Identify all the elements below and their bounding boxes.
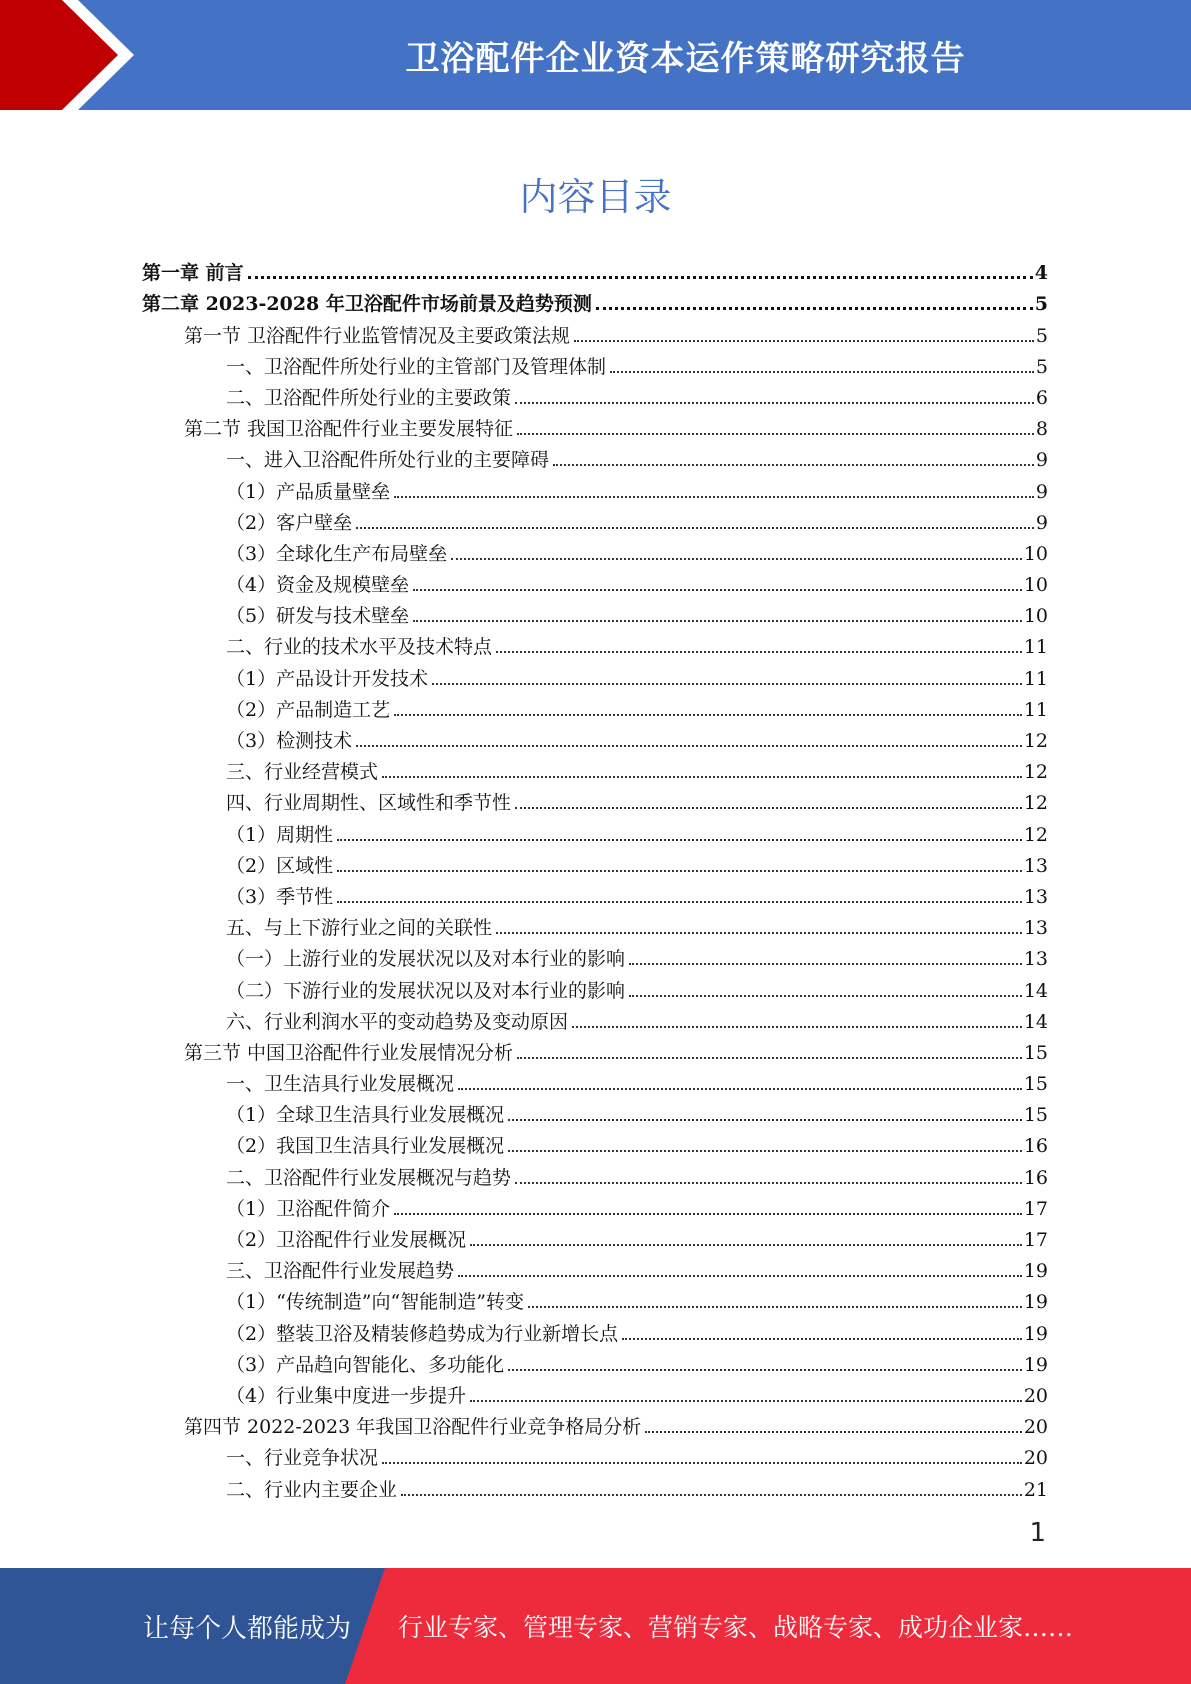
toc-dot-leader bbox=[356, 527, 1034, 529]
toc-dot-leader bbox=[629, 963, 1022, 965]
toc-entry[interactable] bbox=[142, 254, 1048, 285]
toc-dot-leader bbox=[337, 901, 1022, 903]
toc-dot-leader bbox=[394, 714, 1022, 716]
toc-dot-leader bbox=[515, 1182, 1022, 1184]
toc-entry[interactable] bbox=[142, 847, 1048, 878]
toc-entry-page: 13 bbox=[1023, 917, 1048, 940]
toc-entry-label: （一）上游行业的发展状况以及对本行业的影响 bbox=[226, 948, 626, 971]
toc-dot-leader bbox=[470, 1244, 1022, 1246]
toc-entry[interactable] bbox=[142, 379, 1048, 410]
toc-entry-page: 11 bbox=[1023, 667, 1048, 690]
toc-entry-label: （1）“传统制造”向“智能制造”转变 bbox=[226, 1291, 524, 1314]
toc-entry[interactable] bbox=[142, 1065, 1048, 1096]
toc-entry[interactable] bbox=[142, 316, 1048, 347]
toc-entry-label: （2）整装卫浴及精装修趋势成为行业新增长点 bbox=[226, 1322, 619, 1345]
toc-entry[interactable] bbox=[142, 1346, 1048, 1377]
toc-dot-leader bbox=[572, 1026, 1022, 1028]
toc-entry-label: （2）我国卫生洁具行业发展概况 bbox=[226, 1135, 505, 1158]
toc-entry[interactable] bbox=[142, 659, 1048, 690]
toc-dot-leader bbox=[382, 1462, 1022, 1464]
toc-entry-label: （3）检测技术 bbox=[226, 730, 353, 752]
toc-dot-leader bbox=[382, 776, 1022, 778]
toc-entry-page: 10 bbox=[1023, 542, 1048, 565]
toc-entry-page: 17 bbox=[1023, 1197, 1048, 1220]
toc-entry[interactable] bbox=[142, 1283, 1048, 1314]
toc-dot-leader bbox=[629, 995, 1022, 997]
toc-dot-leader bbox=[451, 558, 1022, 560]
toc-entry-label: （1）全球卫生洁具行业发展概况 bbox=[226, 1104, 505, 1127]
toc-entry-label: （3）全球化生产布局壁垒 bbox=[226, 542, 448, 565]
toc-entry-label: （1）产品设计开发技术 bbox=[226, 667, 429, 690]
toc-dot-leader bbox=[528, 1306, 1022, 1308]
toc-entry-label: 一、卫生洁具行业发展概况 bbox=[226, 1073, 455, 1096]
toc-entry[interactable] bbox=[142, 1190, 1048, 1221]
toc-entry[interactable] bbox=[142, 722, 1048, 753]
toc-entry-label: 四、行业周期性、区域性和季节性 bbox=[226, 792, 512, 815]
toc-entry[interactable] bbox=[142, 971, 1048, 1002]
toc-entry-label: 六、行业利润水平的变动趋势及变动原因 bbox=[226, 1010, 569, 1033]
toc-entry[interactable] bbox=[142, 1470, 1048, 1501]
toc-entry-page: 12 bbox=[1023, 823, 1048, 846]
toc-entry-page: 9 bbox=[1035, 449, 1048, 472]
toc-entry[interactable] bbox=[142, 504, 1048, 535]
report-title: 卫浴配件企业资本运作策略研究报告 bbox=[405, 38, 966, 79]
toc-entry-page: 21 bbox=[1023, 1478, 1048, 1501]
toc-entry-page: 17 bbox=[1023, 1229, 1048, 1251]
toc-entry-label: （2）卫浴配件行业发展概况 bbox=[226, 1229, 467, 1251]
toc-entry[interactable] bbox=[142, 410, 1048, 441]
toc-dot-leader bbox=[432, 683, 1022, 685]
toc-dot-leader bbox=[610, 371, 1034, 373]
toc-entry-label: （4）行业集中度进一步提升 bbox=[226, 1384, 467, 1407]
toc-entry-label: 二、卫浴配件行业发展概况与趋势 bbox=[226, 1166, 512, 1189]
toc-entry-label: 第四节 2022-2023 年我国卫浴配件行业竞争格局分析 bbox=[184, 1416, 642, 1439]
toc-entry-page: 14 bbox=[1023, 1010, 1048, 1033]
toc-entry-page: 19 bbox=[1023, 1353, 1048, 1376]
toc-entry-page: 14 bbox=[1023, 979, 1048, 1002]
toc-entry-page: 19 bbox=[1023, 1322, 1048, 1345]
toc-entry-label: 二、行业的技术水平及技术特点 bbox=[226, 636, 493, 659]
toc-dot-leader bbox=[356, 745, 1022, 747]
toc-entry-label: 二、卫浴配件所处行业的主要政策 bbox=[226, 386, 512, 409]
toc-entry-page: 9 bbox=[1035, 480, 1048, 503]
toc-dot-leader bbox=[508, 1150, 1022, 1152]
toc-entry[interactable] bbox=[142, 1377, 1048, 1408]
toc-dot-leader bbox=[508, 1119, 1022, 1121]
toc-entry-page: 12 bbox=[1023, 761, 1048, 784]
toc-entry-label: （2）客户壁垒 bbox=[226, 511, 353, 534]
toc-dot-leader bbox=[413, 620, 1022, 622]
toc-entry[interactable] bbox=[142, 784, 1048, 815]
header-banner bbox=[0, 0, 1191, 110]
toc-dot-leader bbox=[622, 1338, 1022, 1340]
toc-entry-page: 5 bbox=[1034, 293, 1048, 316]
toc-entry[interactable] bbox=[142, 628, 1048, 659]
toc-dot-leader bbox=[337, 839, 1022, 841]
toc-dot-leader bbox=[337, 870, 1022, 872]
toc-entry-page: 9 bbox=[1035, 511, 1048, 534]
toc-entry-label: 一、卫浴配件所处行业的主管部门及管理体制 bbox=[226, 355, 607, 378]
toc-entry[interactable] bbox=[142, 348, 1048, 379]
toc-entry-page: 13 bbox=[1023, 948, 1048, 971]
toc-entry[interactable] bbox=[142, 441, 1048, 472]
toc-entry-page: 13 bbox=[1023, 885, 1048, 908]
toc-dot-leader bbox=[248, 276, 1033, 279]
footer-banner bbox=[0, 1568, 1191, 1684]
toc-dot-leader bbox=[496, 651, 1022, 653]
toc-entry-page: 10 bbox=[1023, 574, 1048, 597]
toc-entry[interactable] bbox=[142, 1439, 1048, 1470]
toc-entry[interactable] bbox=[142, 597, 1048, 628]
toc-entry-page: 19 bbox=[1023, 1291, 1048, 1314]
toc-dot-leader bbox=[401, 1494, 1022, 1496]
toc-entry[interactable] bbox=[142, 878, 1048, 909]
toc-entry[interactable] bbox=[142, 472, 1048, 503]
table-of-contents bbox=[142, 254, 1048, 1502]
toc-dot-leader bbox=[470, 1400, 1022, 1402]
toc-entry-page: 4 bbox=[1034, 262, 1048, 285]
toc-entry-page: 15 bbox=[1023, 1104, 1048, 1127]
toc-entry-page: 20 bbox=[1023, 1416, 1048, 1439]
footer-slogan-right: 行业专家、管理专家、营销专家、战略专家、成功企业家…… bbox=[398, 1613, 1074, 1642]
toc-entry-page: 12 bbox=[1023, 792, 1048, 815]
toc-entry-page: 16 bbox=[1023, 1135, 1048, 1158]
toc-entry-page: 15 bbox=[1023, 1041, 1048, 1064]
toc-entry-label: 二、行业内主要企业 bbox=[226, 1478, 398, 1501]
toc-entry-label: 一、进入卫浴配件所处行业的主要障碍 bbox=[226, 449, 550, 472]
toc-entry-page: 19 bbox=[1023, 1260, 1048, 1283]
page-number: 1 bbox=[1029, 1518, 1046, 1548]
toc-entry[interactable] bbox=[142, 1314, 1048, 1345]
toc-entry-page: 12 bbox=[1023, 730, 1048, 752]
toc-entry-label: 第二章 2023-2028 年卫浴配件市场前景及趋势预测 bbox=[142, 293, 592, 316]
toc-dot-leader bbox=[574, 340, 1034, 342]
toc-entry-label: （1）周期性 bbox=[226, 823, 334, 846]
footer-slogan-left: 让每个人都能成为 bbox=[143, 1613, 352, 1644]
toc-entry-page: 8 bbox=[1035, 418, 1048, 441]
toc-dot-leader bbox=[517, 433, 1034, 435]
toc-entry[interactable] bbox=[142, 940, 1048, 971]
toc-entry-page: 5 bbox=[1035, 324, 1048, 347]
toc-entry-page: 11 bbox=[1023, 698, 1048, 721]
toc-entry[interactable] bbox=[142, 1096, 1048, 1127]
toc-entry-page: 10 bbox=[1023, 605, 1048, 628]
toc-entry[interactable] bbox=[142, 1127, 1048, 1158]
toc-entry-label: （2）区域性 bbox=[226, 854, 334, 877]
toc-entry-label: 第一章 前言 bbox=[142, 262, 244, 285]
toc-dot-leader bbox=[458, 1275, 1022, 1277]
toc-entry-page: 5 bbox=[1035, 355, 1048, 378]
toc-entry-label: （3）季节性 bbox=[226, 885, 334, 908]
toc-dot-leader bbox=[413, 589, 1022, 591]
toc-dot-leader bbox=[515, 402, 1034, 404]
toc-entry[interactable] bbox=[142, 1034, 1048, 1065]
toc-dot-leader bbox=[645, 1431, 1022, 1433]
toc-dot-leader bbox=[458, 1088, 1022, 1090]
toc-entry-label: （1）卫浴配件简介 bbox=[226, 1197, 391, 1220]
toc-entry[interactable] bbox=[142, 753, 1048, 784]
toc-entry-page: 6 bbox=[1035, 386, 1048, 409]
toc-dot-leader bbox=[553, 464, 1034, 466]
toc-entry-label: 一、行业竞争状况 bbox=[226, 1447, 379, 1470]
toc-entry[interactable] bbox=[142, 691, 1048, 722]
toc-dot-leader bbox=[508, 1369, 1022, 1371]
toc-entry-label: 三、卫浴配件行业发展趋势 bbox=[226, 1260, 455, 1283]
toc-entry-page: 20 bbox=[1023, 1447, 1048, 1470]
toc-dot-leader bbox=[596, 307, 1033, 310]
toc-entry-label: 第二节 我国卫浴配件行业主要发展特征 bbox=[184, 418, 514, 441]
toc-entry[interactable] bbox=[142, 285, 1048, 316]
toc-entry[interactable] bbox=[142, 1158, 1048, 1189]
toc-entry[interactable] bbox=[142, 909, 1048, 940]
toc-entry[interactable] bbox=[142, 1221, 1048, 1252]
arrow-chevron-icon bbox=[0, 0, 150, 110]
toc-dot-leader bbox=[394, 496, 1034, 498]
toc-entry-label: （5）研发与技术壁垒 bbox=[226, 605, 410, 628]
toc-entry-page: 13 bbox=[1023, 854, 1048, 877]
toc-dot-leader bbox=[515, 807, 1022, 809]
toc-entry-label: 三、行业经营模式 bbox=[226, 761, 379, 784]
toc-entry-page: 16 bbox=[1023, 1166, 1048, 1189]
toc-entry[interactable] bbox=[142, 566, 1048, 597]
toc-entry[interactable] bbox=[142, 535, 1048, 566]
toc-entry-label: （2）产品制造工艺 bbox=[226, 698, 391, 721]
toc-entry-label: 第一节 卫浴配件行业监管情况及主要政策法规 bbox=[184, 324, 571, 347]
toc-dot-leader bbox=[517, 1057, 1022, 1059]
toc-entry-label: （4）资金及规模壁垒 bbox=[226, 574, 410, 597]
toc-entry-page: 15 bbox=[1023, 1073, 1048, 1096]
toc-entry-page: 20 bbox=[1023, 1384, 1048, 1407]
toc-dot-leader bbox=[394, 1213, 1022, 1215]
toc-entry-page: 11 bbox=[1023, 636, 1048, 659]
toc-entry[interactable] bbox=[142, 1408, 1048, 1439]
toc-entry-label: （1）产品质量壁垒 bbox=[226, 480, 391, 503]
toc-entry-label: 第三节 中国卫浴配件行业发展情况分析 bbox=[184, 1041, 514, 1064]
toc-heading: 内容目录 bbox=[519, 175, 672, 219]
toc-entry-label: 五、与上下游行业之间的关联性 bbox=[226, 917, 493, 940]
toc-entry[interactable] bbox=[142, 1252, 1048, 1283]
toc-entry[interactable] bbox=[142, 815, 1048, 846]
toc-entry-label: （二）下游行业的发展状况以及对本行业的影响 bbox=[226, 979, 626, 1002]
toc-entry-label: （3）产品趋向智能化、多功能化 bbox=[226, 1353, 505, 1376]
toc-dot-leader bbox=[496, 932, 1022, 934]
toc-entry[interactable] bbox=[142, 1003, 1048, 1034]
